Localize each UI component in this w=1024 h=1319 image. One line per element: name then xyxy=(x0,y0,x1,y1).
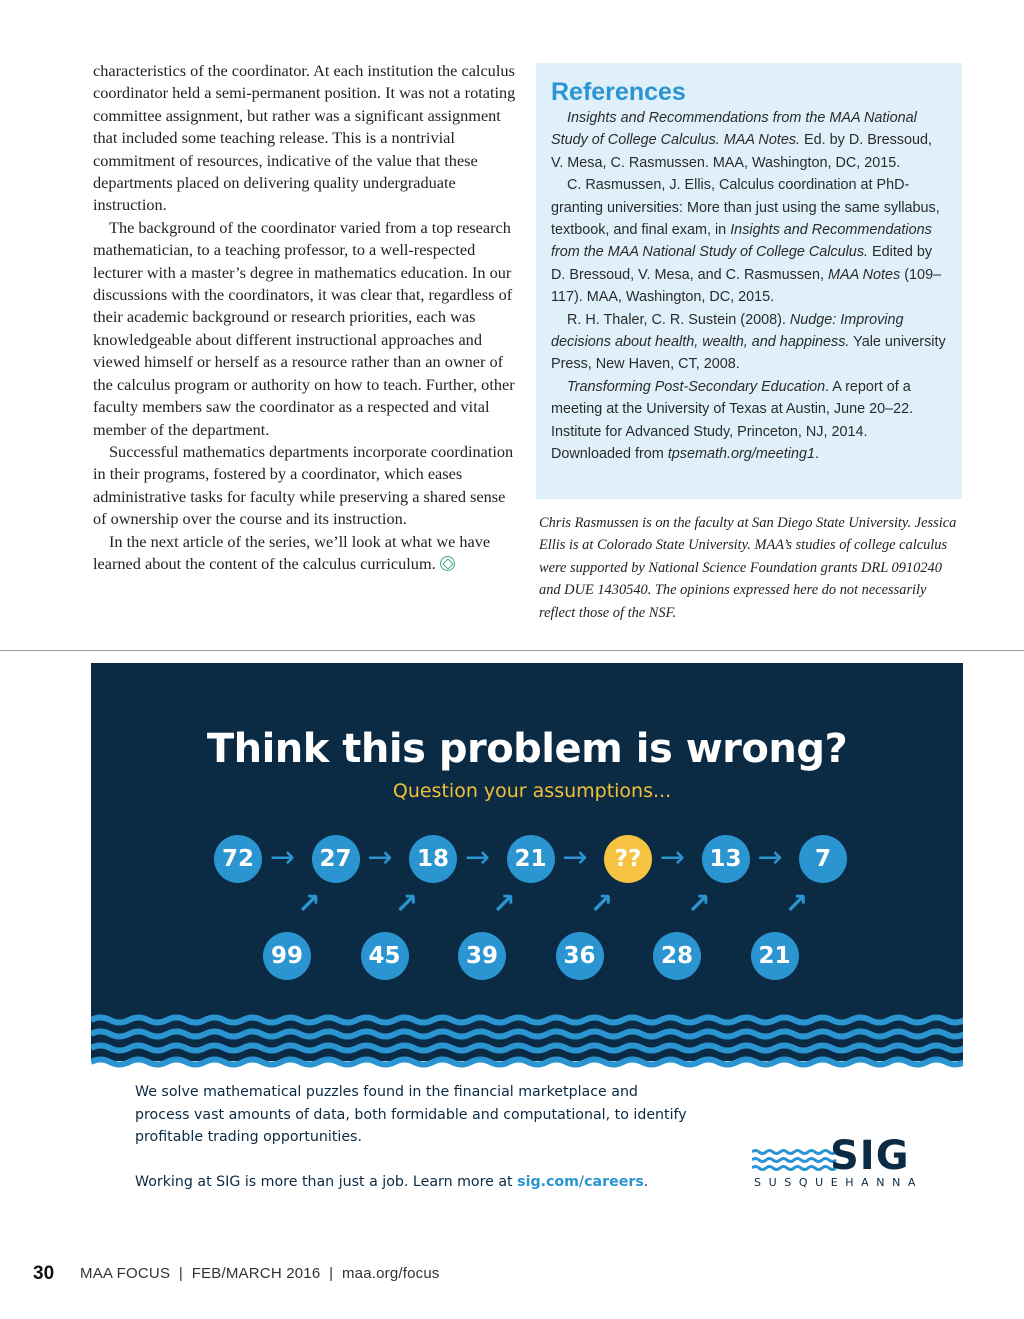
logo-wave-line xyxy=(752,1159,836,1162)
puzzle-number-bottom: 99 xyxy=(263,932,311,980)
reference-item: R. H. Thaler, C. R. Sustein (2008). Nudge: Improving decisions about health, wealth, and happiness. Yale university Press, New Haven, CT, 2008. xyxy=(551,311,946,373)
right-arrow-icon: → xyxy=(465,840,491,875)
article-paragraph: The background of the coordinator varied from a top research mathematician, to a teaching professor, to a well-respected lecturer with a master’s degree in mathematics education. In our discussions with the coordinators, it was clear that, regardless of their academic background or research priorities, each was knowledgeable about different instructional approaches and viewed himself or herself as a resource rather than an owner of the calculus program or authority on how to teach. Further, other faculty members saw the coordinator as a respected and vital member of the department. xyxy=(93,217,515,439)
reference-item: C. Rasmussen, J. Ellis, Calculus coordination at PhD-granting universities: More than just using the same syllabus, textbook, and final exam, in Insights and Recommendations from the MAA National Study of College Calculus. Edited by D. Bressoud, V. Mesa, and C. Rasmussen, MAA Notes (109–117). MAA, Washington, DC, 2015. xyxy=(551,177,942,306)
page-number: 30 xyxy=(33,1263,55,1284)
puzzle-number-top: 18 xyxy=(409,835,457,883)
article-paragraph-text: In the next article of the series, we’ll look at what we have learned about the content of the calculus curriculum. xyxy=(93,531,491,573)
right-arrow-icon: → xyxy=(660,840,686,875)
puzzle-number-top: 13 xyxy=(702,835,750,883)
puzzle-number-top: 72 xyxy=(214,835,262,883)
diagonal-arrow-icon: ↗ xyxy=(784,887,808,920)
end-mark-icon xyxy=(440,556,455,571)
right-arrow-icon: → xyxy=(757,840,783,875)
diagonal-arrow-icon: ↗ xyxy=(492,887,516,920)
sig-logo-subtitle: SUSQUEHANNA xyxy=(754,1176,924,1189)
ad-body-text: We solve mathematical puzzles found in the financial marketplace and process vast amounts of data, both formidable and computational, to identify profitable trading opportunities. xyxy=(135,1084,687,1146)
diagonal-arrow-icon: ↗ xyxy=(589,887,613,920)
diagonal-arrow-icon: ↗ xyxy=(394,887,418,920)
sig-logo-word: SIG xyxy=(830,1133,910,1179)
careers-link[interactable]: sig.com/careers xyxy=(517,1174,644,1190)
wave-line xyxy=(91,1018,963,1023)
puzzle-number-bottom: 36 xyxy=(556,932,604,980)
right-arrow-icon: → xyxy=(367,840,393,875)
references-box xyxy=(536,63,962,499)
article-column xyxy=(93,60,517,575)
wave-decoration xyxy=(91,1012,963,1068)
right-arrow-icon: → xyxy=(270,840,296,875)
puzzle-number-top: ?? xyxy=(604,835,652,883)
puzzle-number-bottom: 45 xyxy=(361,932,409,980)
article-paragraph: characteristics of the coordinator. At each institution the calculus coordinator held a semi-permanent position. It was not a rotating committee assignment, but rather was a significant assignment that included some teaching release. This is a nontrivial commitment of resources, indicative of the value that these departments placed on delivering quality undergraduate instruction. xyxy=(93,61,516,215)
author-bio: Chris Rasmussen is on the faculty at San Diego State University. Jessica Ellis is at Colorado State University. MAA’s studies of college calculus were supported by National Science Foundation grants DRL 0910240 and DUE 1430540. The opinions expressed here do not necessarily reflect those of the NSF. xyxy=(539,515,957,621)
ad-title: Think this problem is wrong? xyxy=(206,726,848,772)
section-divider xyxy=(0,650,1024,651)
article-paragraph: Successful mathematics departments incorporate coordination in their programs, fostered by a coordinator, which eases administrative tasks for faculty while preserving a shared sense of ownership over the course and its instruction. xyxy=(93,441,514,529)
puzzle-number-top: 7 xyxy=(799,835,847,883)
reference-item: Transforming Post-Secondary Education. A report of a meeting at the University of Texas at Austin, June 20–22. Institute for Advanced Study, Princeton, NJ, 2014. Downloaded from tpsemath.org/meeting1. xyxy=(551,378,914,463)
wave-line xyxy=(91,1032,963,1037)
diagonal-arrow-icon: ↗ xyxy=(297,887,321,920)
references-heading: References xyxy=(551,78,686,106)
reference-link[interactable]: tpsemath.org/meeting1 xyxy=(667,446,815,463)
puzzle-number-bottom: 21 xyxy=(751,932,799,980)
puzzle-number-top: 21 xyxy=(507,835,555,883)
ad-subtitle: Question your assumptions... xyxy=(392,780,672,802)
reference-item: Insights and Recommendations from the MAA National Study of College Calculus. MAA Notes. Ed. by D. Bressoud, V. Mesa, C. Rasmussen. MAA, Washington, DC, 2015. xyxy=(551,110,933,171)
ad-cta: Working at SIG is more than just a job. Learn more at sig.com/careers. xyxy=(135,1174,649,1190)
article-paragraph-last xyxy=(93,531,517,576)
wave-line xyxy=(91,1046,963,1051)
logo-wave-line xyxy=(752,1151,836,1154)
diagonal-arrow-icon: ↗ xyxy=(687,887,711,920)
puzzle-number-bottom: 39 xyxy=(458,932,506,980)
logo-wave-line xyxy=(752,1167,836,1170)
right-arrow-icon: → xyxy=(562,840,588,875)
footer-text: MAA FOCUS | FEB/MARCH 2016 | maa.org/focus xyxy=(80,1265,440,1282)
wave-line xyxy=(91,1060,963,1065)
ad-body xyxy=(135,1081,695,1149)
puzzle-number-top: 27 xyxy=(312,835,360,883)
puzzle-number-bottom: 28 xyxy=(653,932,701,980)
